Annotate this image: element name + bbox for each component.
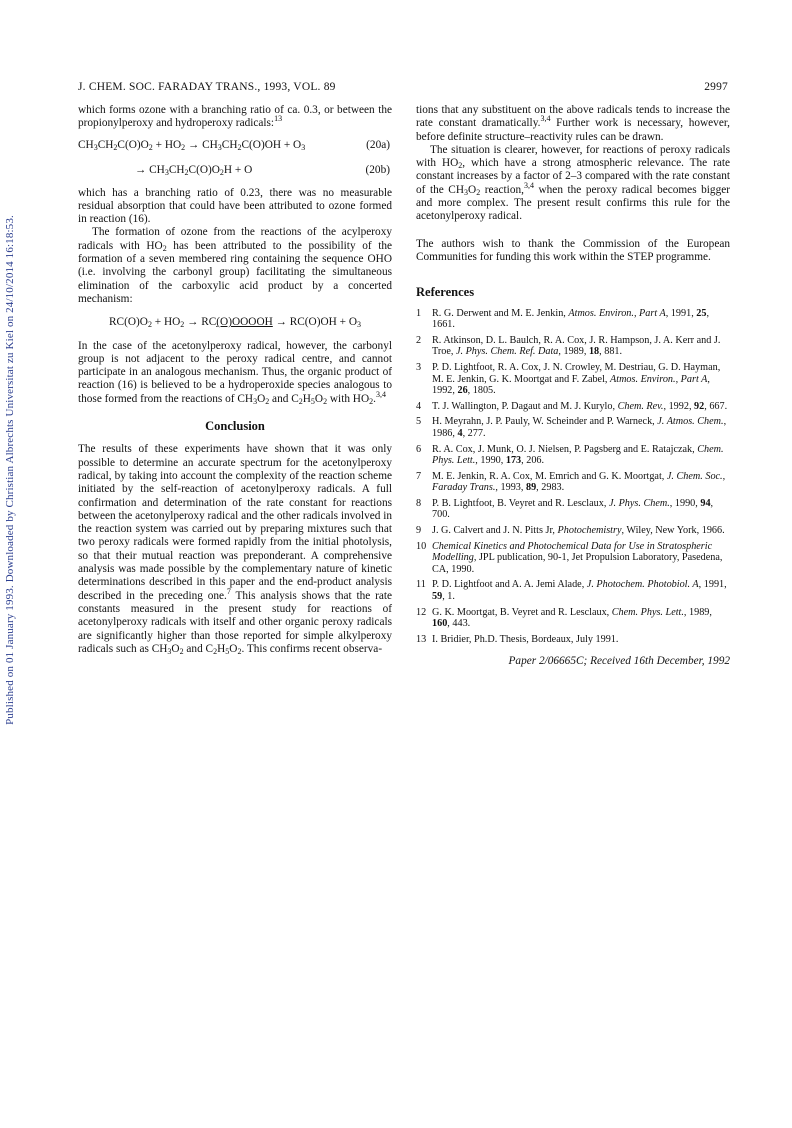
equation-20b: → $CH_3CH_2C(O)O_2H + O$ (20b)	[135, 163, 390, 177]
reference-text: P. B. Lightfoot, B. Veyret and R. Lesclaux, J. Phys. Chem., 1990, 94, 700.	[432, 497, 714, 521]
reference-text: J. G. Calvert and J. N. Pitts Jr, Photochemistry, Wiley, New York, 1966.	[432, 525, 725, 537]
paragraph: tions that any substituent on the above radicals tends to increase the rate constant dramatically.$^{3,4}$ Further work is necessary, however, before definite structure–reactivity rules can be drawn.	[416, 104, 730, 143]
reference-item	[416, 471, 730, 494]
left-column	[78, 104, 392, 656]
reference-text: G. K. Moortgat, B. Veyret and R. Lesclaux, Chem. Phys. Lett., 1989, 160, 443.	[432, 606, 712, 630]
paragraph: which forms ozone with a branching ratio of ca. 0.3, or between the propionylperoxy and hydroperoxy radicals:$^{13}$	[78, 104, 392, 130]
reference-number: 13	[416, 633, 427, 645]
reference-number: 2	[416, 334, 422, 346]
paragraph: which has a branching ratio of 0.23, there was no measurable residual absorption that could have been attributed to ozone formed in reaction (16).	[78, 186, 392, 226]
reference-number: 4	[416, 400, 422, 412]
reference-text: Chemical Kinetics and Photochemical Data for Use in Stratospheric Modelling, JPL publication, 90-1, Jet Propulsion Laboratory, Pasedena, CA, 1990.	[432, 540, 723, 575]
reference-item	[416, 498, 730, 521]
paragraph: The results of these experiments have shown that it was only possible to determine an accurate spectrum for the acetonylperoxy radical, by taking into account the complexity of the reaction scheme initiated by the self-reaction of acetonylperoxy radicals. A full confirmation and determination of the rate constant for reactions between the acetonylperoxy radical and the other radicals involved in the reaction system was carried out by preparing mixtures such that two peroxy radicals were formed rapidly from the initial photolysis, so that their mutual reaction was preponderant. A comprehensive analysis was made possible by the complementary nature of kinetic determinations described in this paper and the end-product analysis described in the preceding one.$^7$ This analysis shows that the rate constants measured in the present study for reactions of acetonylperoxy radicals with itself and other organic peroxy radicals are significantly higher than those reported for simple alkylperoxy radicals such as $CH_3O_2$ and $C_2H_5O_2$. This confirms recent observa-	[78, 443, 393, 656]
running-header	[78, 81, 728, 95]
reference-text: P. D. Lightfoot and A. A. Jemi Alade, J. Photochem. Photobiol. A, 1991, 59, 1.	[432, 579, 727, 603]
reference-number: 1	[416, 307, 422, 319]
reference-number: 9	[416, 525, 422, 537]
section-heading-conclusion: Conclusion	[205, 419, 265, 434]
reference-item	[416, 416, 730, 439]
page-number: 2997	[704, 81, 728, 93]
right-column	[416, 104, 730, 669]
reference-item	[416, 525, 730, 537]
reference-item	[416, 362, 730, 397]
reference-number: 6	[416, 443, 422, 455]
equation-number: (20a)	[366, 138, 390, 151]
paragraph: The formation of ozone from the reactions of the acylperoxy radicals with $HO_2$ has been attributed to the possibility of the formation of a seven membered ring containing the sequence OHO (i.e. involving the carbonyl group) facilitating the simultaneous elimination of the carboxylic acid product by a concerted mechanism:	[78, 226, 392, 305]
reference-number: 7	[416, 470, 422, 482]
reference-item	[416, 579, 730, 602]
equation-concerted-mechanism: $RC(O)O_2 + HO_2$ → RC(O)OOOOH → $RC(O)OH + O_3$	[109, 316, 361, 330]
acknowledgement: The authors wish to thank the Commission of the European Communities for funding this work within the STEP programme.	[416, 237, 730, 263]
reference-text: R. Atkinson, D. L. Baulch, R. A. Cox, J. R. Hampson, J. A. Kerr and J. Troe, J. Phys. Chem. Ref. Data, 1989, 18, 881.	[432, 334, 721, 358]
reference-item	[416, 335, 730, 358]
paper-received-info: Paper 2/06665C; Received 16th December, 1992	[508, 655, 730, 668]
reference-number: 5	[416, 416, 422, 428]
reference-item	[416, 308, 730, 331]
reference-number: 3	[416, 361, 422, 373]
reference-number: 11	[416, 579, 426, 591]
reference-text: R. G. Derwent and M. E. Jenkin, Atmos. Environ., Part A, 1991, 25, 1661.	[432, 307, 710, 331]
equation-20a: $CH_3CH_2C(O)O_2 + HO_2 \to CH_3CH_2C(O)OH + O_3$ (20a)	[78, 138, 390, 152]
references-list	[416, 308, 730, 646]
paragraph: In the case of the acetonylperoxy radical, however, the carbonyl group is not adjacent to the peroxy radical centre, and cannot participate in an analogous mechanism. Thus, the organic product of reaction (16) is believed to be a hydroperoxide species analogous to those formed from the reactions of $CH_3O_2$ and $C_2H_5O_2$ with $HO_2.^{3,4}$	[78, 339, 392, 406]
paragraph: The situation is clearer, however, for reactions of peroxy radicals with $HO_2$, which have a strong atmospheric relevance. The rate constant increases by a factor of 2–3 compared with the rate constant of the $CH_3O_2$ reaction,$^{3,4}$ when the peroxy radical becomes bigger and more complex. The present result confirms this rule for the acetonylperoxy radical.	[416, 143, 731, 223]
section-heading-references: References	[416, 285, 475, 300]
journal-citation: J. CHEM. SOC. FARADAY TRANS., 1993, VOL. 89	[78, 81, 336, 93]
reference-item	[416, 401, 730, 413]
reference-item	[416, 607, 730, 630]
reference-number: 8	[416, 497, 422, 509]
reference-text: P. D. Lightfoot, R. A. Cox, J. N. Crowley, M. Destriau, G. D. Hayman, M. E. Jenkin, G. K. Moortgat and F. Zabel, Atmos. Environ., Part A, 1992, 26, 1805.	[432, 361, 721, 397]
download-notice: Published on 01 January 1993. Downloaded by Christian Albrechts Universitat zu Kiel on 24/10/2014 16:18:53.	[4, 215, 16, 725]
reference-item	[416, 444, 730, 467]
download-notice-sidebar	[1, 215, 19, 725]
equation-number: (20b)	[365, 163, 390, 176]
reference-item	[416, 634, 730, 646]
reference-text: M. E. Jenkin, R. A. Cox, M. Emrich and G. K. Moortgat, J. Chem. Soc., Faraday Trans., 1993, 89, 2983.	[432, 470, 726, 494]
reference-number: 12	[416, 606, 427, 618]
reference-number: 10	[416, 540, 427, 552]
reference-text: T. J. Wallington, P. Dagaut and M. J. Kurylo, Chem. Rev., 1992, 92, 667.	[432, 400, 728, 412]
reference-text: R. A. Cox, J. Munk, O. J. Nielsen, P. Pagsberg and E. Ratajczak, Chem. Phys. Lett., 1990, 173, 206.	[432, 443, 724, 467]
reference-text: I. Bridier, Ph.D. Thesis, Bordeaux, July 1991.	[432, 633, 619, 645]
reference-item	[416, 541, 730, 576]
reference-text: H. Meyrahn, J. P. Pauly, W. Scheinder and P. Warneck, J. Atmos. Chem., 1986, 4, 277.	[432, 416, 727, 439]
